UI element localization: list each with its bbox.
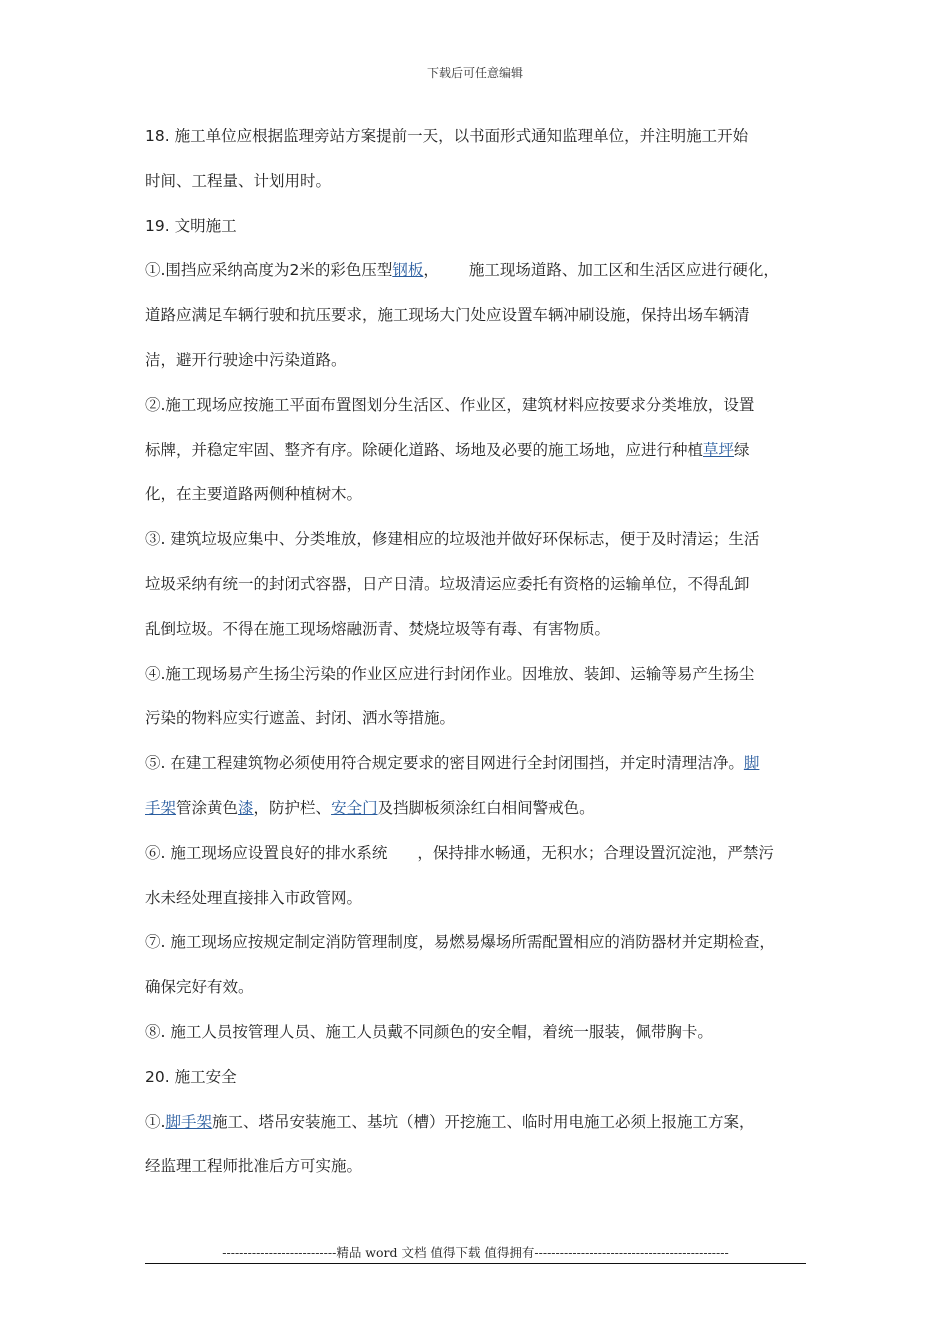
item-19-p2-line-3: 化，在主要道路两侧种植树木。: [145, 485, 363, 504]
item-19-p1-line-2: 道路应满足车辆行驶和抗压要求，施工现场大门处应设置车辆冲刷设施，保持出场车辆清: [145, 306, 750, 325]
item-20-heading: 20. 施工安全: [145, 1067, 237, 1086]
footer-divider: [145, 1263, 806, 1264]
item-19-p3-line-1: ③. 建筑垃圾应集中、分类堆放，修建相应的垃圾池并做好环保标志，便于及时清运；生活: [145, 530, 760, 549]
item-19-p3-line-3: 乱倒垃圾。不得在施工现场熔融沥青、焚烧垃圾等有毒、有害物质。: [145, 619, 611, 638]
item-19-number: 19.: [145, 216, 170, 235]
item-19-p2-line-2: 标牌，并稳定牢固、整齐有序。除硬化道路、场地及必要的施工场地，应进行种植草坪绿: [145, 440, 750, 459]
item-19-p2-line-1: ②.施工现场应按施工平面布置图划分生活区、作业区，建筑材料应按要求分类堆放，设置: [145, 395, 755, 414]
page-footer: ---------------------------精品 word 文档 值得下载 值得拥有----------------------------------------------: [222, 1245, 729, 1260]
item-19-p5-line-2: 手架管涂黄色漆，防护栏、安全门及挡脚板须涂红白相间警戒色。: [145, 798, 595, 817]
item-18-line-1: 18. 施工单位应根据监理旁站方案提前一天，以书面形式通知监理单位，并注明施工开始: [145, 127, 749, 145]
item-19-p3-line-2: 垃圾采纳有统一的封闭式容器，日产日清。垃圾清运应委托有资格的运输单位，不得乱卸: [145, 574, 750, 593]
item-19-p1-line-1: ①.围挡应采纳高度为2米的彩色压型钢板， 施工现场道路、加工区和生活区应进行硬化，: [145, 261, 779, 280]
page-header: 下载后可任意编辑: [426, 66, 523, 80]
item-19-heading: 19. 文明施工: [145, 216, 237, 235]
item-20-p1-line-2: 经监理工程师批准后方可实施。: [145, 1157, 363, 1176]
item-19-p7-line-1: ⑦. 施工现场应按规定制定消防管理制度，易燃易爆场所需配置相应的消防器材并定期检查，: [145, 933, 775, 952]
item-19-p7-line-2: 确保完好有效。: [145, 978, 254, 997]
link-paint[interactable]: 漆: [238, 798, 254, 817]
link-safety-door[interactable]: 安全门: [331, 798, 378, 817]
item-19-p6-line-2: 水未经处理直接排入市政管网。: [145, 888, 363, 907]
item-19-p5-line-1: ⑤. 在建工程建筑物必须使用符合规定要求的密目网进行全封闭围挡，并定时清理洁净。脚: [145, 754, 760, 773]
item-20-number: 20.: [145, 1067, 170, 1086]
link-lawn[interactable]: 草坪: [703, 440, 735, 459]
link-scaffold-b[interactable]: 手架: [145, 798, 177, 817]
link-steel-plate[interactable]: 钢板: [392, 261, 424, 280]
document-body: [145, 114, 817, 1189]
item-19-p6-line-1: ⑥. 施工现场应设置良好的排水系统 ，保持排水畅通，无积水；合理设置沉淀池，严禁污: [145, 843, 774, 862]
item-19-p4-line-2: 污染的物料应实行遮盖、封闭、洒水等措施。: [145, 709, 456, 728]
item-18-line-2: 时间、工程量、计划用时。: [145, 171, 332, 190]
link-scaffold-c[interactable]: 脚手架: [165, 1112, 212, 1131]
link-scaffold-a[interactable]: 脚: [743, 754, 760, 773]
item-18-number: 18.: [145, 127, 170, 145]
item-19-p1-line-3: 洁，避开行驶途中污染道路。: [145, 350, 347, 369]
item-19-p4-line-1: ④.施工现场易产生扬尘污染的作业区应进行封闭作业。因堆放、装卸、运输等易产生扬尘: [145, 664, 755, 683]
item-20-p1-line-1: ①.脚手架施工、塔吊安装施工、基坑（槽）开挖施工、临时用电施工必须上报施工方案，: [145, 1112, 755, 1131]
item-19-p8-line-1: ⑧. 施工人员按管理人员、施工人员戴不同颜色的安全帽，着统一服装，佩带胸卡。: [145, 1022, 713, 1041]
